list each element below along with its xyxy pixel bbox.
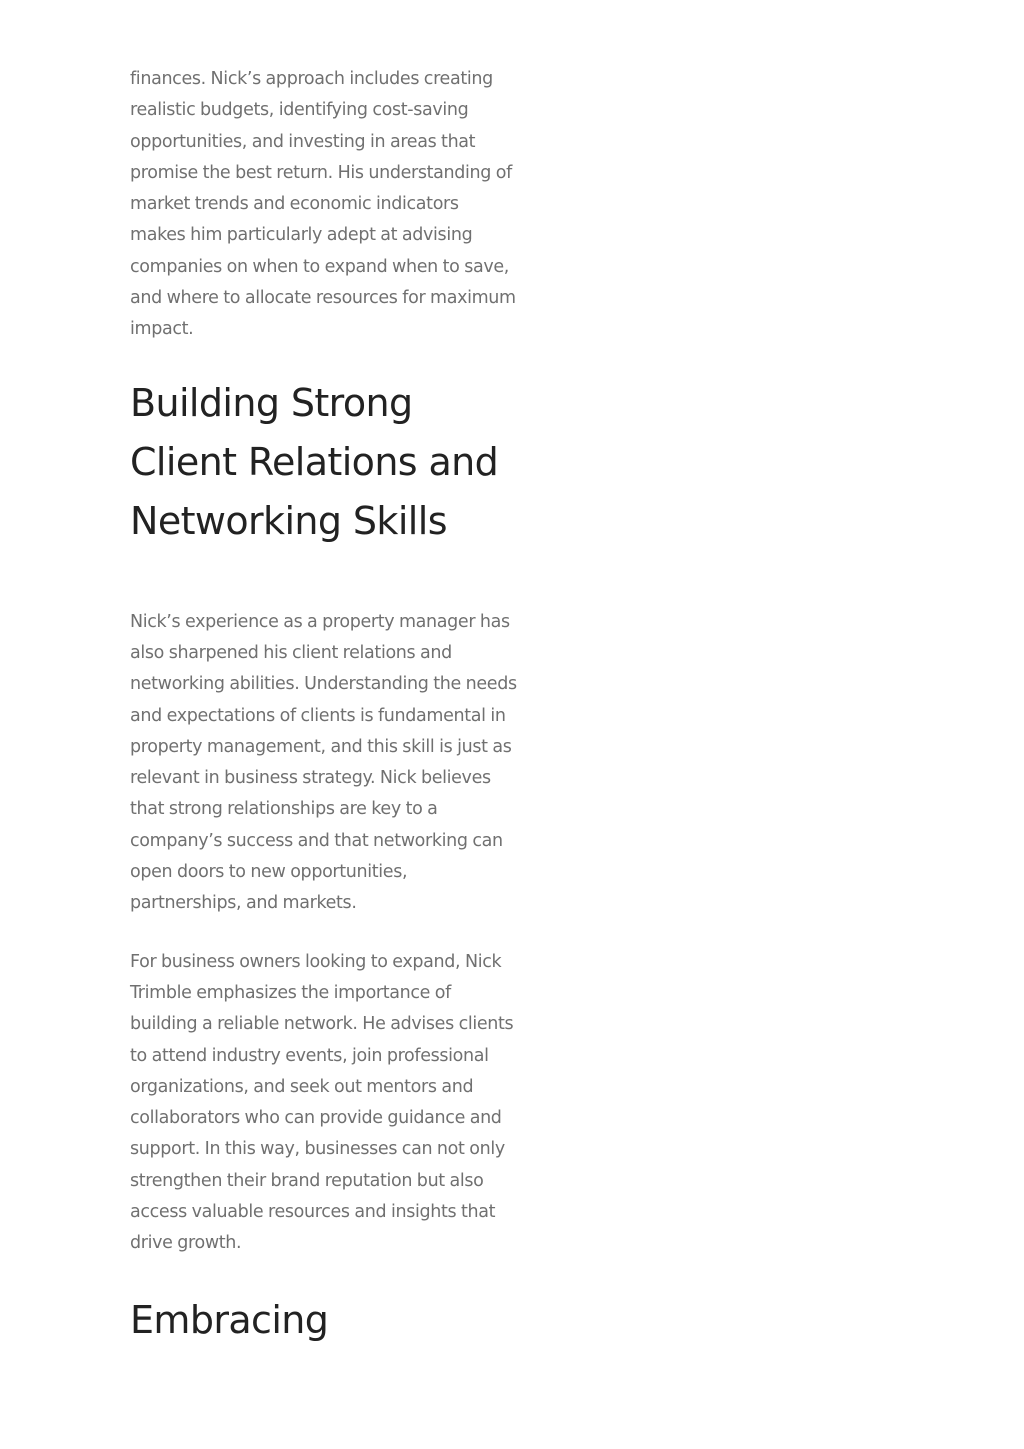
section-heading-embracing: Embracing — [130, 1297, 329, 1342]
paragraph-networking-advice: For business owners looking to expand, Nick Trimble emphasizes the importance of building a reliable network. He advises clients to attend industry events, join professional organizations, and seek out mentors and collaborators who can provide guidance and support. In this way, businesses can not only strengthen their brand reputation but also access valuable resources and insights that drive growth. — [130, 951, 514, 1254]
intro-paragraph: finances. Nick’s approach includes creating realistic budgets, identifying cost-saving opportunities, and investing in areas that promise the best return. His understanding of market trends and economic indicators makes him particularly adept at advising companies on when to expand when to save, and where to allocate resources for maximum impact. — [130, 69, 516, 340]
section-heading-client-relations: Building Strong Client Relations and Networking Skills — [130, 380, 499, 543]
paragraph-client-relations: Nick’s experience as a property manager has also sharpened his client relations and networking abilities. Understanding the needs and expectations of clients is fundamental in property management, and this skill is just as relevant in business strategy. Nick believes that strong relationships are key to a company’s success and that networking can open doors to new opportunities, partnerships, and markets. — [130, 611, 517, 914]
article-body — [130, 64, 518, 1350]
